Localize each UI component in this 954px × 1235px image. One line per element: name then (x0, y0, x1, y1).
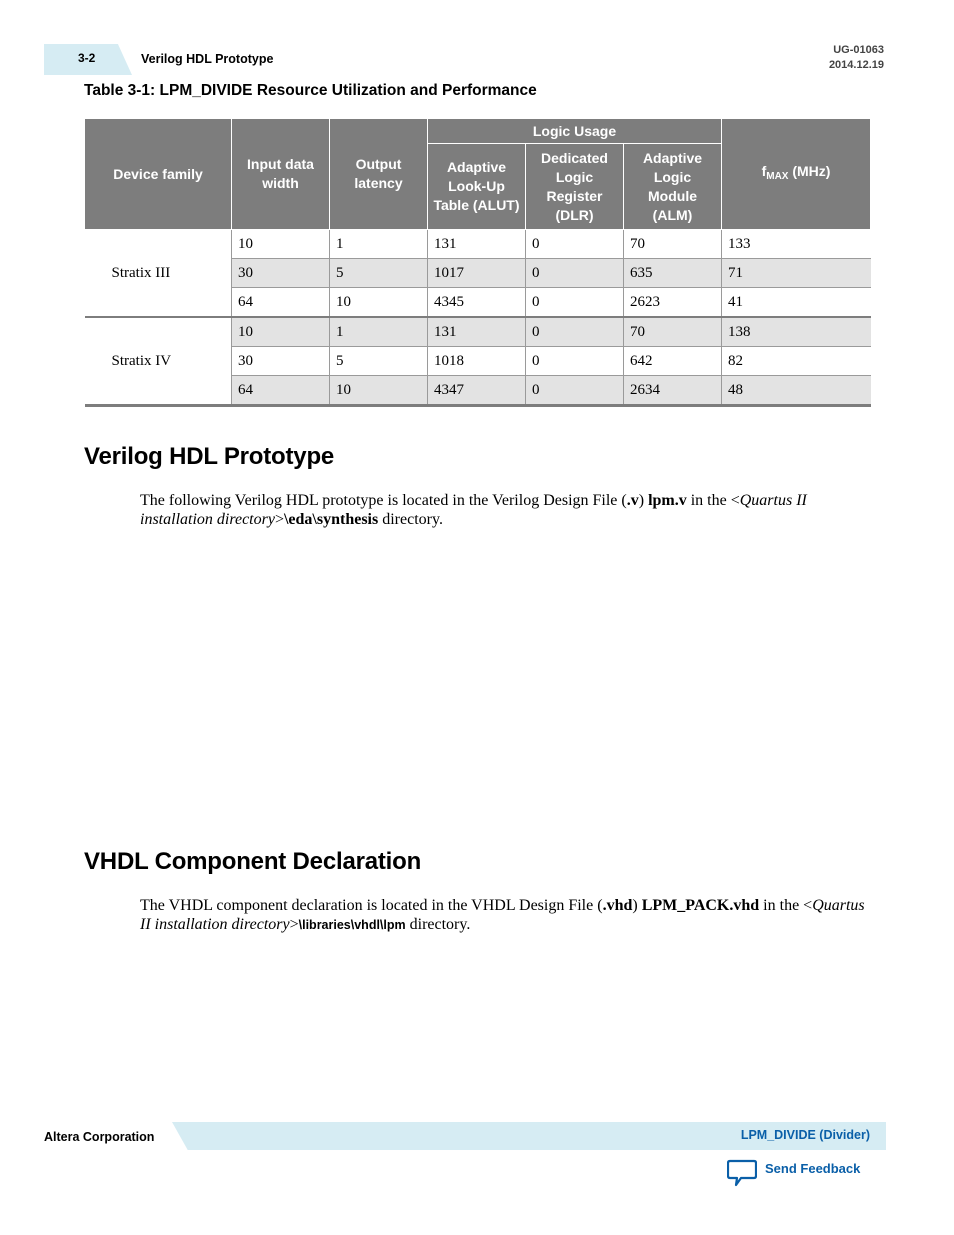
table-cell: 5 (330, 347, 428, 376)
vhdl-paragraph (140, 896, 870, 935)
table-cell: 2634 (624, 376, 722, 406)
table-caption: Table 3-1: LPM_DIVIDE Resource Utilization and Performance (84, 82, 537, 99)
text-run: in the < (686, 492, 740, 509)
table-cell: 0 (526, 230, 624, 259)
table-cell: 30 (232, 347, 330, 376)
table-cell: 0 (526, 317, 624, 347)
fmax-unit: (MHz) (792, 163, 831, 179)
header-device-family: Device family (85, 119, 232, 230)
table-cell: 4345 (428, 288, 526, 318)
doc-id-code: UG-01063 (833, 44, 884, 56)
table-cell: 1 (330, 230, 428, 259)
header-alut: Adaptive Look-Up Table (ALUT) (428, 144, 526, 230)
file-extension: .v (626, 492, 639, 509)
family-cell: Stratix IV (85, 317, 232, 406)
table-cell: 0 (526, 376, 624, 406)
text-run: > (274, 511, 284, 528)
fmax-subscript: MAX (766, 171, 789, 182)
table-cell: 1017 (428, 259, 526, 288)
table-cell: 10 (330, 376, 428, 406)
text-run: ) (632, 897, 642, 914)
vhdl-heading: VHDL Component Declaration (84, 848, 422, 875)
table-cell: 131 (428, 317, 526, 347)
table-cell: 10 (232, 230, 330, 259)
sub-path: \eda\synthesis (283, 511, 379, 528)
table-cell: 10 (232, 317, 330, 347)
text-run: The VHDL component declaration is located in the VHDL Design File ( (140, 897, 603, 914)
text-run: The following Verilog HDL prototype is located in the Verilog Design File ( (140, 492, 627, 509)
file-name: LPM_PACK.vhd (641, 897, 760, 914)
table-cell: 64 (232, 376, 330, 406)
text-run: > (289, 916, 299, 933)
table-cell: 138 (722, 317, 871, 347)
table-cell: 48 (722, 376, 871, 406)
table-cell: 131 (428, 230, 526, 259)
table-cell: 0 (526, 347, 624, 376)
page-number: 3-2 (78, 51, 96, 65)
table-cell: 642 (624, 347, 722, 376)
header-dlr: Dedicated Logic Register (DLR) (526, 144, 624, 230)
table-cell: 82 (722, 347, 871, 376)
table-cell: 1 (330, 317, 428, 347)
install-dir: Quartus II installation directory (140, 492, 807, 528)
text-run: directory. (378, 511, 443, 528)
file-extension: .vhd (602, 897, 633, 914)
table-cell: 70 (624, 230, 722, 259)
table-cell: 41 (722, 288, 871, 318)
text-run: directory. (405, 916, 471, 933)
install-dir: Quartus II installation directory (140, 897, 865, 933)
verilog-paragraph (140, 491, 870, 529)
header-output-latency: Output latency (330, 119, 428, 230)
table-cell: 2623 (624, 288, 722, 318)
table-cell: 64 (232, 288, 330, 318)
doc-date: 2014.12.19 (828, 59, 884, 71)
send-feedback-link[interactable]: Send Feedback (765, 1161, 861, 1176)
table-cell: 70 (624, 317, 722, 347)
file-name: lpm.v (648, 492, 687, 509)
running-title: Verilog HDL Prototype (141, 52, 274, 66)
table-cell: 133 (722, 230, 871, 259)
text-run: in the < (759, 897, 813, 914)
resource-table (84, 118, 871, 407)
fmax-f: f (761, 163, 767, 179)
table-cell: 4347 (428, 376, 526, 406)
document-title-link[interactable]: LPM_DIVIDE (Divider) (740, 1128, 870, 1142)
table-cell: 635 (624, 259, 722, 288)
text-run: ) (638, 492, 649, 509)
table-cell: 30 (232, 259, 330, 288)
feedback-icon[interactable] (727, 1159, 757, 1187)
table-cell: 10 (330, 288, 428, 318)
table-cell: 0 (526, 259, 624, 288)
company-name: Altera Corporation (44, 1130, 155, 1144)
table-cell: 0 (526, 288, 624, 318)
verilog-heading: Verilog HDL Prototype (84, 443, 335, 470)
table-cell: 1018 (428, 347, 526, 376)
header-logic-usage: Logic Usage (428, 119, 722, 144)
header-input-width: Input data width (232, 119, 330, 230)
sub-path: \libraries\vhdl\lpm (298, 918, 406, 932)
table-cell: 5 (330, 259, 428, 288)
document-id (829, 43, 884, 73)
table-cell: 71 (722, 259, 871, 288)
family-cell: Stratix III (85, 230, 232, 318)
header-fmax (722, 119, 871, 230)
header-alm: Adaptive Logic Module (ALM) (624, 144, 722, 230)
